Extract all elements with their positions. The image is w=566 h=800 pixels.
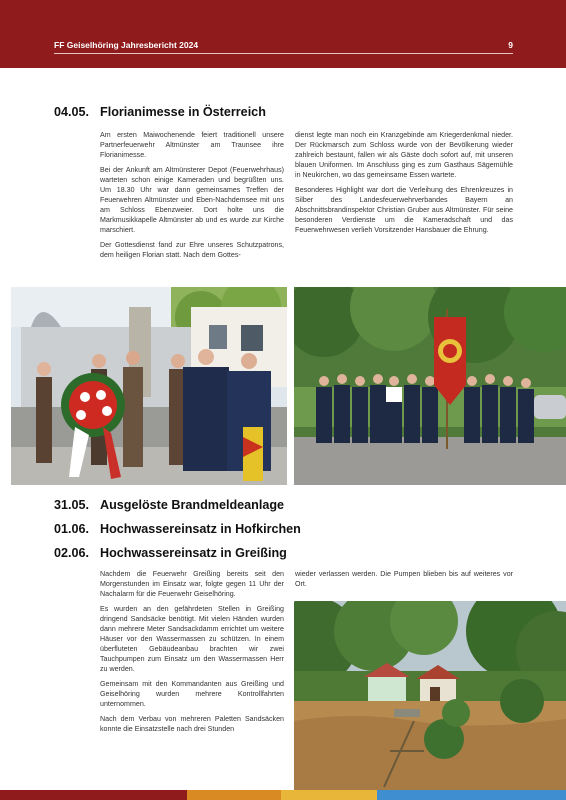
page-number: 9 [508,40,513,50]
section-date: 31.05. [54,498,90,512]
paragraph: Bei der Ankunft am Altmünsterer Depot (Feuerwehrhaus) warteten schon einige Kameraden und begrüßten uns. Um 18.30 Uhr war dann gemeinsames Treffen der Feuerwehren Altmünster und Eben-Nachdemsee mit uns am Schloss Ebenzweier. Dort holte uns die Markmusikkapelle Altmünster ab und es wurde zur Kirche marschiert. [100,166,284,234]
text-column-left [100,569,284,739]
section-heading-florianimesse [54,105,266,119]
section-heading-hofkirchen [54,522,301,536]
paragraph: Es wurden an den gefährdeten Stellen in Greißing dringend Sandsäcke benötigt. Mit vielen Händen wurden dann mehrere Meter Sandsackdamm errichtet um weitere Häuser vor den Wassermassen zu schützen. In einem überfluteten Gebäudeanbau brachten wir zwei Tauchpumpen zum Einsatz um den Wassermassen Herr zu werden. [100,605,284,673]
section-heading-brandmeldeanlage [54,498,284,512]
footer-bar-segment [187,790,281,800]
text-column-right [295,569,513,594]
paragraph: dienst legte man noch ein Kranzgebinde am Kriegerdenkmal nieder. Der Rückmarsch zum Schloss wurde von der Bevölkerung wieder zahlreich bestaunt, fallen wir als Gäste doch sofort auf, mit unseren blauen Uniformen. Im Anschluss ging es zum Gasthaus Sägemühle in Neukirchen, wo das gemeinsame Essen wartete. [295,131,513,179]
section-title: Florianimesse in Österreich [100,105,266,119]
footer-bar-segment [377,790,566,800]
paragraph: Besonderes Highlight war dort die Verleihung des Ehrenkreuzes in Silber des Landesfeuerwehrverbandes Bayern an Abschnittsbrandinspektor Christian Gruber aus Altmünster. Für seine besonderen Verdienste um die Kameradschaft und das Feuerwehrwesen verlieh Vorsitzender Hansbauer die Ehrung. [295,186,513,234]
report-title: FF Geiselhöring Jahresbericht 2024 [54,40,199,50]
paragraph: Nachdem die Feuerwehr Greißing bereits seit den Morgenstunden im Einsatz war, folgte gegen 11 Uhr der Nachalarm für die Feuerwehr Geiselhöring. [100,570,284,598]
paragraph: Nach dem Verbau von mehreren Paletten Sandsäcken konnte die Einsatzstelle nach drei Stunden [100,715,284,733]
paragraph: Der Gottesdienst fand zur Ehre unseres Schutzpatrons, dem heiligen Florian statt. Nach dem Gottes- [100,241,284,259]
page-header [0,0,566,68]
paragraph: Gemeinsam mit den Kommandanten aus Greißing und Geiselhöring wurden mehrere Kontrollfahrten unternommen. [100,680,284,708]
paragraph: wieder verlassen werden. Die Pumpen blieben bis auf weiteres vor Ort. [295,570,513,588]
section-heading-greissing [54,546,287,560]
text-column-left [100,130,284,265]
footer-bar-segment [0,790,187,800]
footer-bar-segment [281,790,377,800]
paragraph: Am ersten Maiwochenende feiert traditionell unsere Partnerfeuerwehr Altmünster am Traunsee ihre Florianimesse. [100,131,284,159]
text-column-right [295,130,513,240]
photo-flooded-area [294,601,566,790]
section-title: Hochwassereinsatz in Hofkirchen [100,522,301,536]
section-title: Hochwassereinsatz in Greißing [100,546,287,560]
section-date: 04.05. [54,105,90,119]
section-title: Ausgelöste Brandmeldeanlage [100,498,285,512]
section-date: 01.06. [54,522,90,536]
section-date: 02.06. [54,546,90,560]
photo-group-with-banner [294,287,566,485]
header-divider [54,53,513,54]
photo-wreath-ceremony [11,287,287,485]
